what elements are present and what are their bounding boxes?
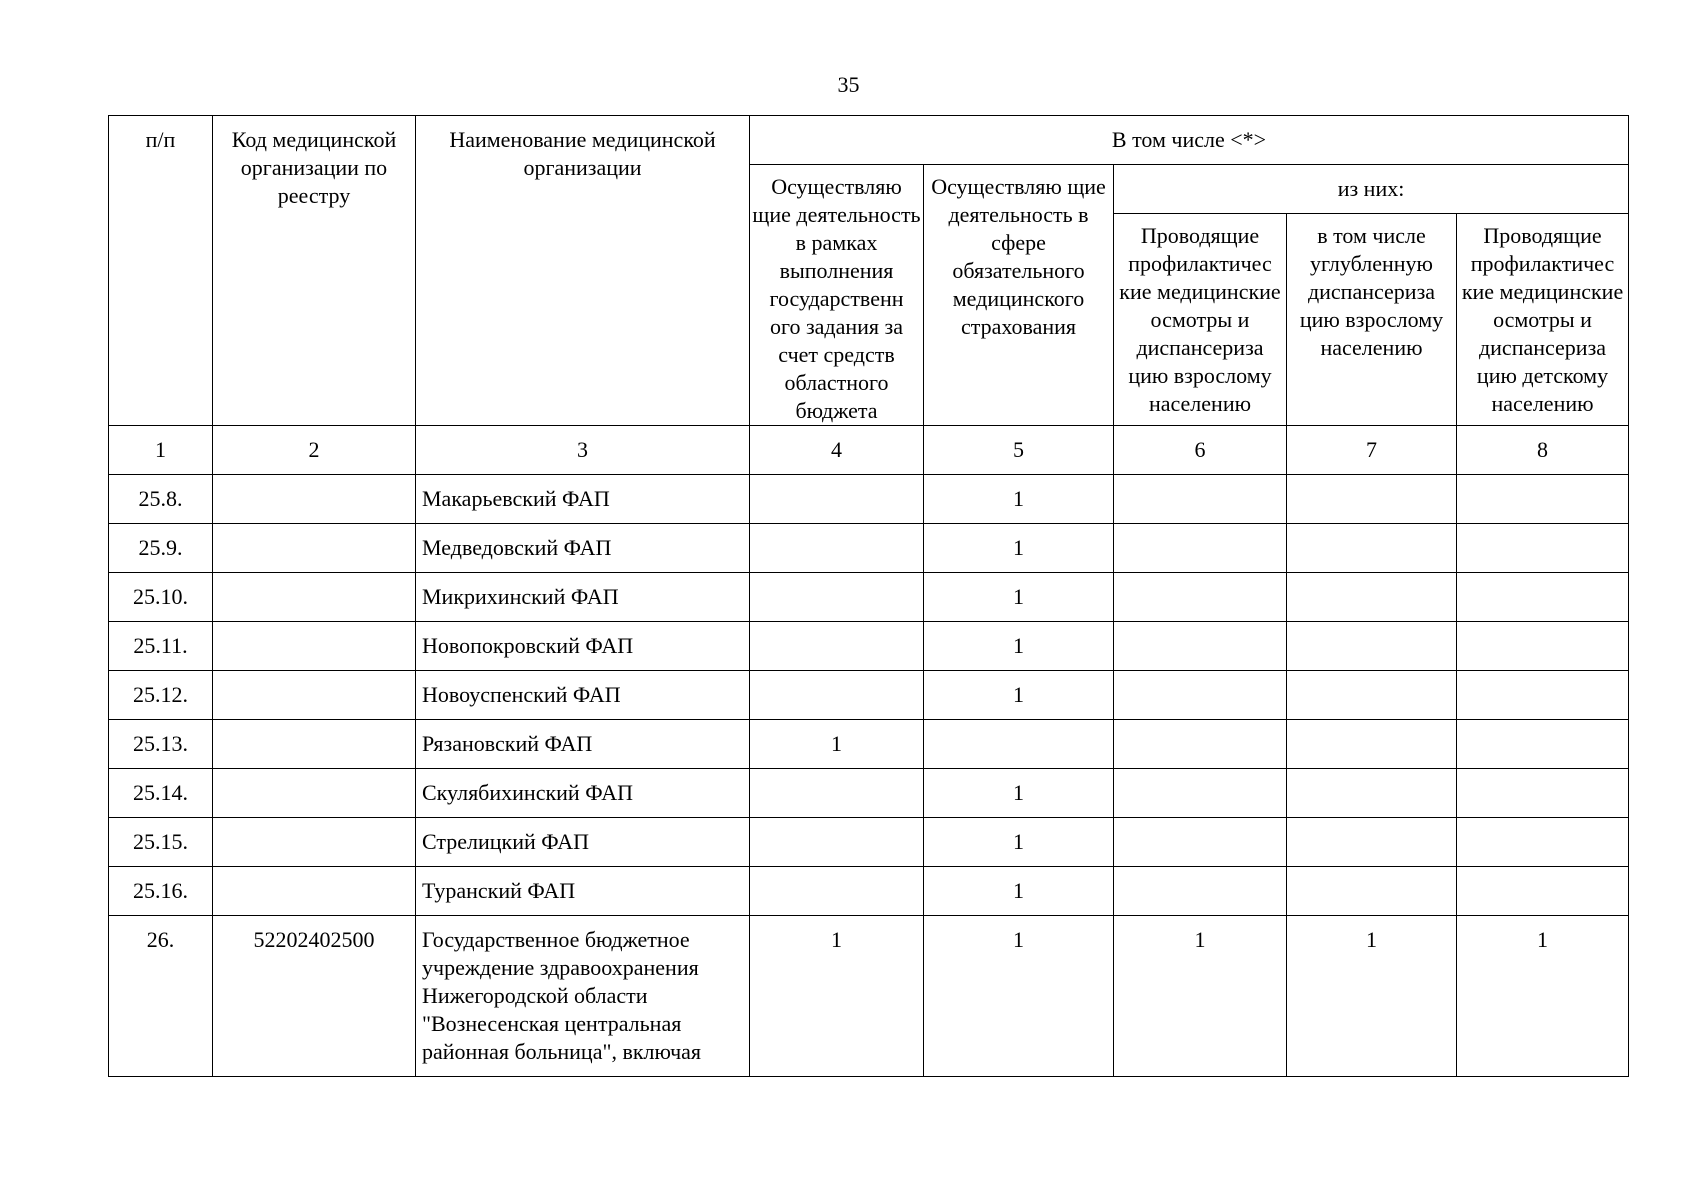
row-col7 bbox=[1287, 720, 1457, 769]
row-col4 bbox=[750, 622, 924, 671]
row-col8 bbox=[1457, 867, 1629, 916]
row-col5: 1 bbox=[924, 867, 1114, 916]
row-number: 25.10. bbox=[109, 573, 213, 622]
column-number: 4 bbox=[750, 426, 924, 475]
row-col5: 1 bbox=[924, 769, 1114, 818]
row-col5: 1 bbox=[924, 622, 1114, 671]
row-col6 bbox=[1114, 573, 1287, 622]
table-row bbox=[109, 818, 1629, 867]
column-number-row bbox=[109, 426, 1629, 475]
row-code bbox=[213, 622, 416, 671]
row-code bbox=[213, 720, 416, 769]
header-col5: Осуществляю щие деятельность в сфере обязательного медицинского страхования bbox=[924, 165, 1114, 426]
row-col7 bbox=[1287, 818, 1457, 867]
row-col6 bbox=[1114, 475, 1287, 524]
row-number: 25.15. bbox=[109, 818, 213, 867]
row-col4 bbox=[750, 573, 924, 622]
row-col4: 1 bbox=[750, 720, 924, 769]
header-col7: в том числе углубленную диспансериза цию взрослому населению bbox=[1287, 214, 1457, 426]
column-number: 2 bbox=[213, 426, 416, 475]
row-code: 52202402500 bbox=[213, 916, 416, 1077]
row-number: 25.9. bbox=[109, 524, 213, 573]
row-col8 bbox=[1457, 671, 1629, 720]
row-name: Скулябихинский ФАП bbox=[416, 769, 750, 818]
row-name: Медведовский ФАП bbox=[416, 524, 750, 573]
row-col8 bbox=[1457, 573, 1629, 622]
row-name: Новопокровский ФАП bbox=[416, 622, 750, 671]
row-col6 bbox=[1114, 818, 1287, 867]
row-col7 bbox=[1287, 671, 1457, 720]
row-col8 bbox=[1457, 524, 1629, 573]
column-number: 8 bbox=[1457, 426, 1629, 475]
row-number: 25.13. bbox=[109, 720, 213, 769]
row-code bbox=[213, 475, 416, 524]
row-code bbox=[213, 818, 416, 867]
header-col8: Проводящие профилактичес кие медицинские осмотры и диспансериза цию детскому населению bbox=[1457, 214, 1629, 426]
column-number: 3 bbox=[416, 426, 750, 475]
table-row bbox=[109, 769, 1629, 818]
row-col6 bbox=[1114, 524, 1287, 573]
row-name: Туранский ФАП bbox=[416, 867, 750, 916]
row-col7 bbox=[1287, 867, 1457, 916]
row-col6 bbox=[1114, 867, 1287, 916]
row-col5: 1 bbox=[924, 671, 1114, 720]
row-name: Стрелицкий ФАП bbox=[416, 818, 750, 867]
row-name: Макарьевский ФАП bbox=[416, 475, 750, 524]
row-code bbox=[213, 524, 416, 573]
row-col5: 1 bbox=[924, 524, 1114, 573]
row-code bbox=[213, 769, 416, 818]
row-number: 25.16. bbox=[109, 867, 213, 916]
row-col4: 1 bbox=[750, 916, 924, 1077]
table-row bbox=[109, 671, 1629, 720]
row-col8 bbox=[1457, 769, 1629, 818]
row-col8 bbox=[1457, 818, 1629, 867]
row-name: Микрихинский ФАП bbox=[416, 573, 750, 622]
row-number: 26. bbox=[109, 916, 213, 1077]
column-number: 5 bbox=[924, 426, 1114, 475]
row-col5: 1 bbox=[924, 475, 1114, 524]
row-col4 bbox=[750, 524, 924, 573]
table-row bbox=[109, 622, 1629, 671]
row-number: 25.12. bbox=[109, 671, 213, 720]
row-col5 bbox=[924, 720, 1114, 769]
row-col7 bbox=[1287, 622, 1457, 671]
row-code bbox=[213, 573, 416, 622]
table-row bbox=[109, 475, 1629, 524]
table-row bbox=[109, 916, 1629, 1077]
row-number: 25.8. bbox=[109, 475, 213, 524]
header-code: Код медицинской организации по реестру bbox=[213, 116, 416, 426]
row-col7 bbox=[1287, 475, 1457, 524]
row-col6 bbox=[1114, 720, 1287, 769]
row-col7 bbox=[1287, 524, 1457, 573]
row-name: Государственное бюджетное учреждение здравоохранения Нижегородской области "Вознесенская центральная районная больница", включая bbox=[416, 916, 750, 1077]
table-row bbox=[109, 573, 1629, 622]
row-col4 bbox=[750, 671, 924, 720]
row-col5: 1 bbox=[924, 818, 1114, 867]
row-name: Рязановский ФАП bbox=[416, 720, 750, 769]
header-pp: п/п bbox=[109, 116, 213, 426]
header-col4: Осуществляю щие деятельность в рамках выполнения государственн ого задания за счет средств областного бюджета bbox=[750, 165, 924, 426]
row-col5: 1 bbox=[924, 573, 1114, 622]
row-number: 25.14. bbox=[109, 769, 213, 818]
row-col8 bbox=[1457, 720, 1629, 769]
table-row bbox=[109, 720, 1629, 769]
row-number: 25.11. bbox=[109, 622, 213, 671]
header-including: В том числе <*> bbox=[750, 116, 1629, 165]
row-col7: 1 bbox=[1287, 916, 1457, 1077]
row-col6 bbox=[1114, 622, 1287, 671]
row-col7 bbox=[1287, 769, 1457, 818]
row-col6 bbox=[1114, 769, 1287, 818]
row-col4 bbox=[750, 769, 924, 818]
registry-table bbox=[108, 115, 1629, 1077]
header-of-them: из них: bbox=[1114, 165, 1629, 214]
row-col6: 1 bbox=[1114, 916, 1287, 1077]
row-col8: 1 bbox=[1457, 916, 1629, 1077]
table-row bbox=[109, 524, 1629, 573]
column-number: 6 bbox=[1114, 426, 1287, 475]
row-col4 bbox=[750, 818, 924, 867]
row-code bbox=[213, 671, 416, 720]
row-col4 bbox=[750, 867, 924, 916]
row-col8 bbox=[1457, 475, 1629, 524]
row-col7 bbox=[1287, 573, 1457, 622]
table-row bbox=[109, 867, 1629, 916]
row-code bbox=[213, 867, 416, 916]
column-number: 7 bbox=[1287, 426, 1457, 475]
column-number: 1 bbox=[109, 426, 213, 475]
row-col8 bbox=[1457, 622, 1629, 671]
row-name: Новоуспенский ФАП bbox=[416, 671, 750, 720]
row-col4 bbox=[750, 475, 924, 524]
row-col6 bbox=[1114, 671, 1287, 720]
page-number: 35 bbox=[837, 72, 860, 97]
header-col6: Проводящие профилактичес кие медицинские осмотры и диспансериза цию взрослому населению bbox=[1114, 214, 1287, 426]
header-name: Наименование медицинской организации bbox=[416, 116, 750, 426]
row-col5: 1 bbox=[924, 916, 1114, 1077]
